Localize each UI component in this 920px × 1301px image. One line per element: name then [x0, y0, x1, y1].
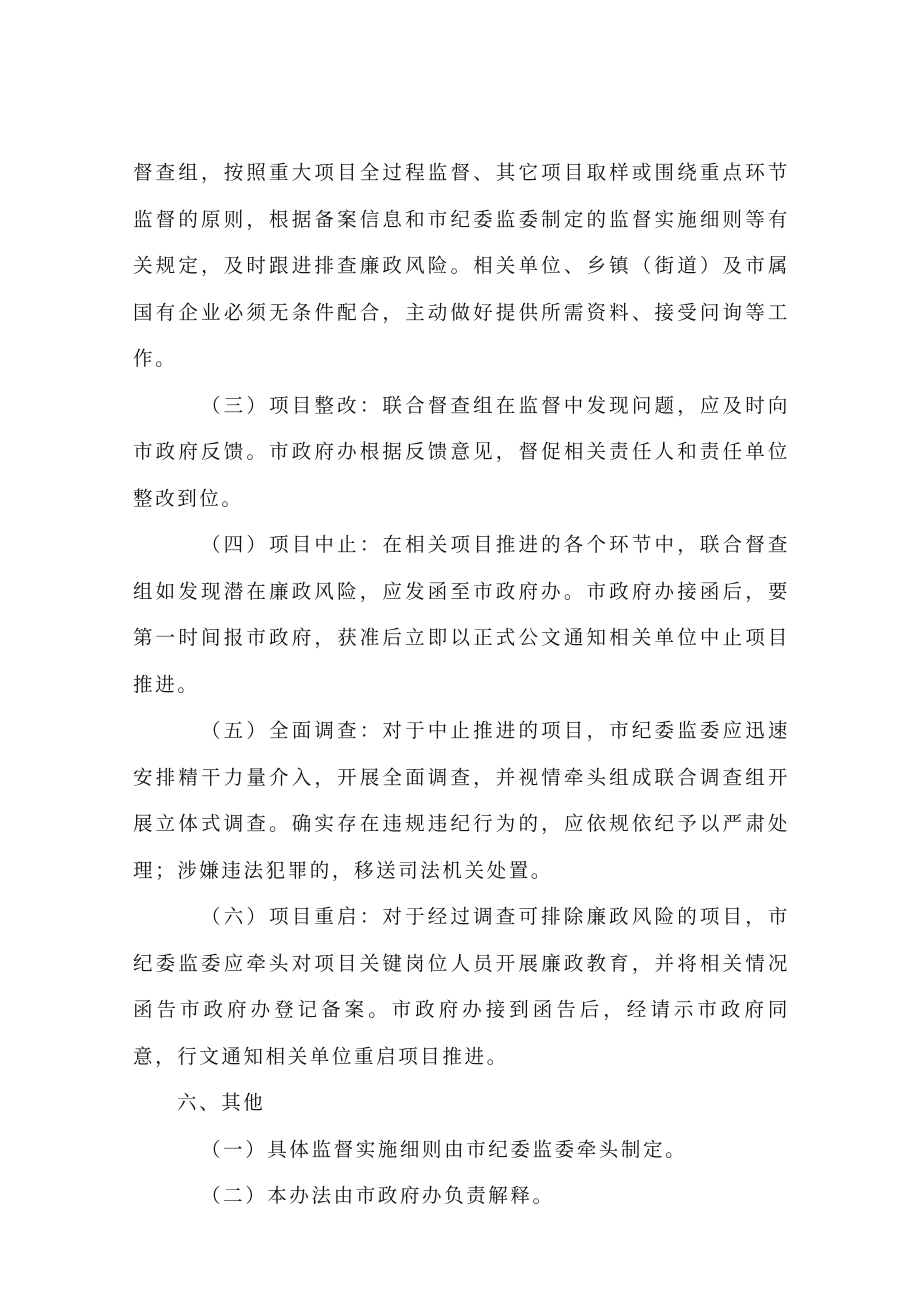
- paragraph-project-suspension: （四）项目中止：在相关项目推进的各个环节中，联合督查组如发现潜在廉政风险，应发函至市政府办。市政府办接函后，要第一时间报市政府，获准后立即以正式公文通知相关单位中止项目推进。: [133, 533, 790, 696]
- sub-item-interpretation: （二）本办法由市政府办负责解释。: [201, 1184, 555, 1207]
- section-heading-other: 六、其他: [177, 1091, 266, 1114]
- sub-item-implementation-rules: （一）具体监督实施细则由市纪委监委牵头制定。: [201, 1137, 688, 1161]
- paragraph-project-rectification: （三）项目整改：联合督查组在监督中发现问题，应及时向市政府反馈。市政府办根据反馈意见，督促相关责任人和责任单位整改到位。: [133, 393, 790, 510]
- paragraph-continuation: 督查组，按照重大项目全过程监督、其它项目取样或围绕重点环节监督的原则，根据备案信息和市纪委监委制定的监督实施细则等有关规定，及时跟进排查廉政风险。相关单位、乡镇（街道）及市属国有企业必须无条件配合，主动做好提供所需资料、接受问询等工作。: [133, 161, 790, 370]
- paragraph-project-restart: （六）项目重启：对于经过调查可排除廉政风险的项目，市纪委监委应牵头对项目关键岗位人员开展廉政教育，并将相关情况函告市政府办登记备案。市政府办接到函告后，经请示市政府同意，行文通知相关单位重启项目推进。: [133, 905, 790, 1068]
- paragraph-full-investigation: （五）全面调查：对于中止推进的项目，市纪委监委应迅速安排精干力量介入，开展全面调查，并视情牵头组成联合调查组开展立体式调查。确实存在违规违纪行为的，应依规依纪予以严肃处理；涉嫌违法犯罪的，移送司法机关处置。: [133, 719, 790, 882]
